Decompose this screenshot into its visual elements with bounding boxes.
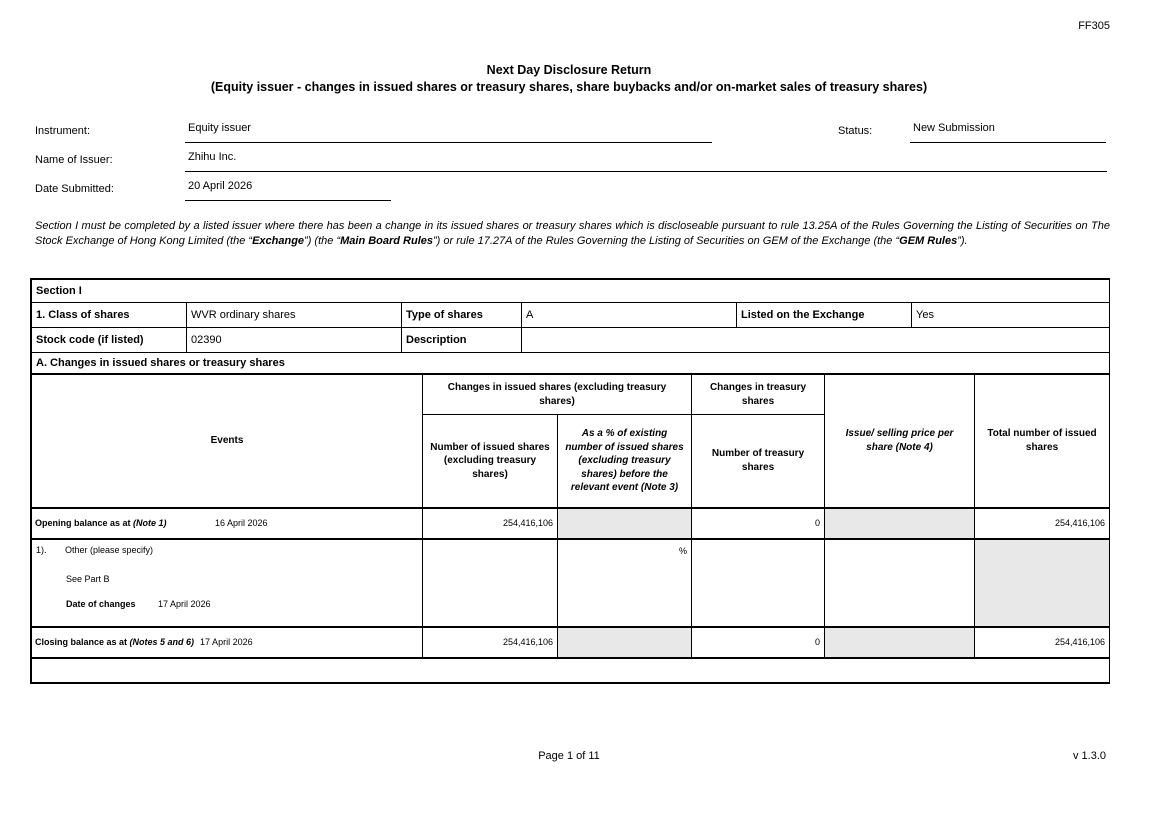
page-footer <box>30 750 1108 762</box>
other-percentage-cell: % <box>558 539 692 627</box>
page-number: Page 1 of 11 <box>538 750 600 762</box>
section1-heading: Section I <box>32 280 1110 303</box>
closing-num-treasury: 0 <box>692 627 825 658</box>
section1-table-group <box>30 278 1110 684</box>
listed-on-exchange-value: Yes <box>912 303 1110 328</box>
event-other-label: Other (please specify) <box>65 544 154 555</box>
intro-text: Section I must be completed by a listed issuer where there has been a change in its issued shares or treasury shares which is discloseable pursuant to rule 13.25A of the Rules Governing the Listing of Securities on The Stock Exchange of Hong Kong Limited (the “ <box>35 220 1110 248</box>
instrument-label: Instrument: <box>35 125 91 137</box>
col-header-total-issued: Total number of issued shares <box>975 375 1110 508</box>
closing-price-cell <box>825 627 975 658</box>
issuer-name-field: Zhihu Inc. <box>185 151 1107 172</box>
document-title: Next Day Disclosure Return <box>486 63 652 77</box>
closing-total: 254,416,106 <box>975 627 1110 658</box>
intro-text: ”). <box>957 235 968 248</box>
col-header-num-treasury: Number of treasury shares <box>692 415 825 508</box>
intro-term-main-board-rules: Main Board Rules <box>340 235 434 248</box>
opening-balance-row <box>32 508 1110 539</box>
opening-num-treasury: 0 <box>692 508 825 539</box>
event-other-detail: See Part B <box>66 573 110 584</box>
closing-balance-row <box>32 627 1110 658</box>
closing-balance-label: Closing balance as at <box>35 637 130 647</box>
title-block <box>30 62 1108 96</box>
closing-balance-note: (Notes 5 and 6) <box>129 637 195 647</box>
col-group-treasury-shares: Changes in treasury shares <box>692 375 825 415</box>
type-of-shares-value: A <box>522 303 737 328</box>
opening-balance-note: (Note 1) <box>133 518 167 528</box>
intro-term-gem-rules: GEM Rules <box>899 235 958 248</box>
closing-num-issued: 254,416,106 <box>423 627 558 658</box>
class-of-shares-value: WVR ordinary shares <box>187 303 402 328</box>
stock-code-label: Stock code (if listed) <box>32 328 187 353</box>
document-subtitle: (Equity issuer - changes in issued shares or treasury shares, share buybacks and/or on-market sales of treasury shares) <box>210 79 928 94</box>
status-field: New Submission <box>910 122 1106 143</box>
form-code: FF305 <box>1078 20 1110 32</box>
changes-table <box>31 374 1110 683</box>
date-submitted-field: 20 April 2026 <box>185 180 391 201</box>
status-label: Status: <box>838 125 873 137</box>
issuer-name-label: Name of Issuer: <box>35 154 113 166</box>
intro-text: ”) or rule 17.27A of the Rules Governing the Listing of Securities on GEM of the Exchange (the “ <box>433 235 900 248</box>
event-index: 1). <box>36 544 47 555</box>
other-num-treasury-cell <box>692 539 825 627</box>
part-a-heading: A. Changes in issued shares or treasury shares <box>32 353 1110 374</box>
intro-paragraph <box>35 219 1110 250</box>
col-header-events: Events <box>32 375 423 508</box>
type-of-shares-label: Type of shares <box>402 303 522 328</box>
opening-num-issued: 254,416,106 <box>423 508 558 539</box>
event-row-other <box>32 539 1110 627</box>
date-of-changes-label: Date of changes <box>66 598 136 609</box>
col-group-issued-shares: Changes in issued shares (excluding treasury shares) <box>423 375 692 415</box>
opening-price-cell <box>825 508 975 539</box>
opening-balance-label: Opening balance as at <box>35 518 134 528</box>
other-total-cell <box>975 539 1110 627</box>
date-submitted-label: Date Submitted: <box>35 183 114 195</box>
col-header-num-issued: Number of issued shares (excluding treasury shares) <box>423 415 558 508</box>
col-header-issue-price: Issue/ selling price per share (Note 4) <box>825 375 975 508</box>
section1-header-table <box>31 279 1110 374</box>
other-price-cell <box>825 539 975 627</box>
description-value <box>522 328 1110 353</box>
class-of-shares-label: 1. Class of shares <box>32 303 187 328</box>
opening-percentage-cell <box>558 508 692 539</box>
stock-code-value: 02390 <box>187 328 402 353</box>
date-of-changes-value: 17 April 2026 <box>158 598 211 609</box>
opening-total: 254,416,106 <box>975 508 1110 539</box>
version-number: v 1.3.0 <box>1072 750 1106 762</box>
other-num-issued-cell <box>423 539 558 627</box>
intro-text: ”) (the “ <box>304 235 341 248</box>
listed-on-exchange-label: Listed on the Exchange <box>737 303 912 328</box>
closing-percentage-cell <box>558 627 692 658</box>
closing-balance-date: 17 April 2026 <box>200 637 253 647</box>
col-header-percentage: As a % of existing number of issued shares (excluding treasury shares) before the relevant event (Note 3) <box>558 415 692 508</box>
instrument-field: Equity issuer <box>185 122 712 143</box>
empty-footer-row <box>32 658 1110 683</box>
description-label: Description <box>402 328 522 353</box>
intro-term-exchange: Exchange <box>252 235 305 248</box>
opening-balance-date: 16 April 2026 <box>215 518 268 528</box>
